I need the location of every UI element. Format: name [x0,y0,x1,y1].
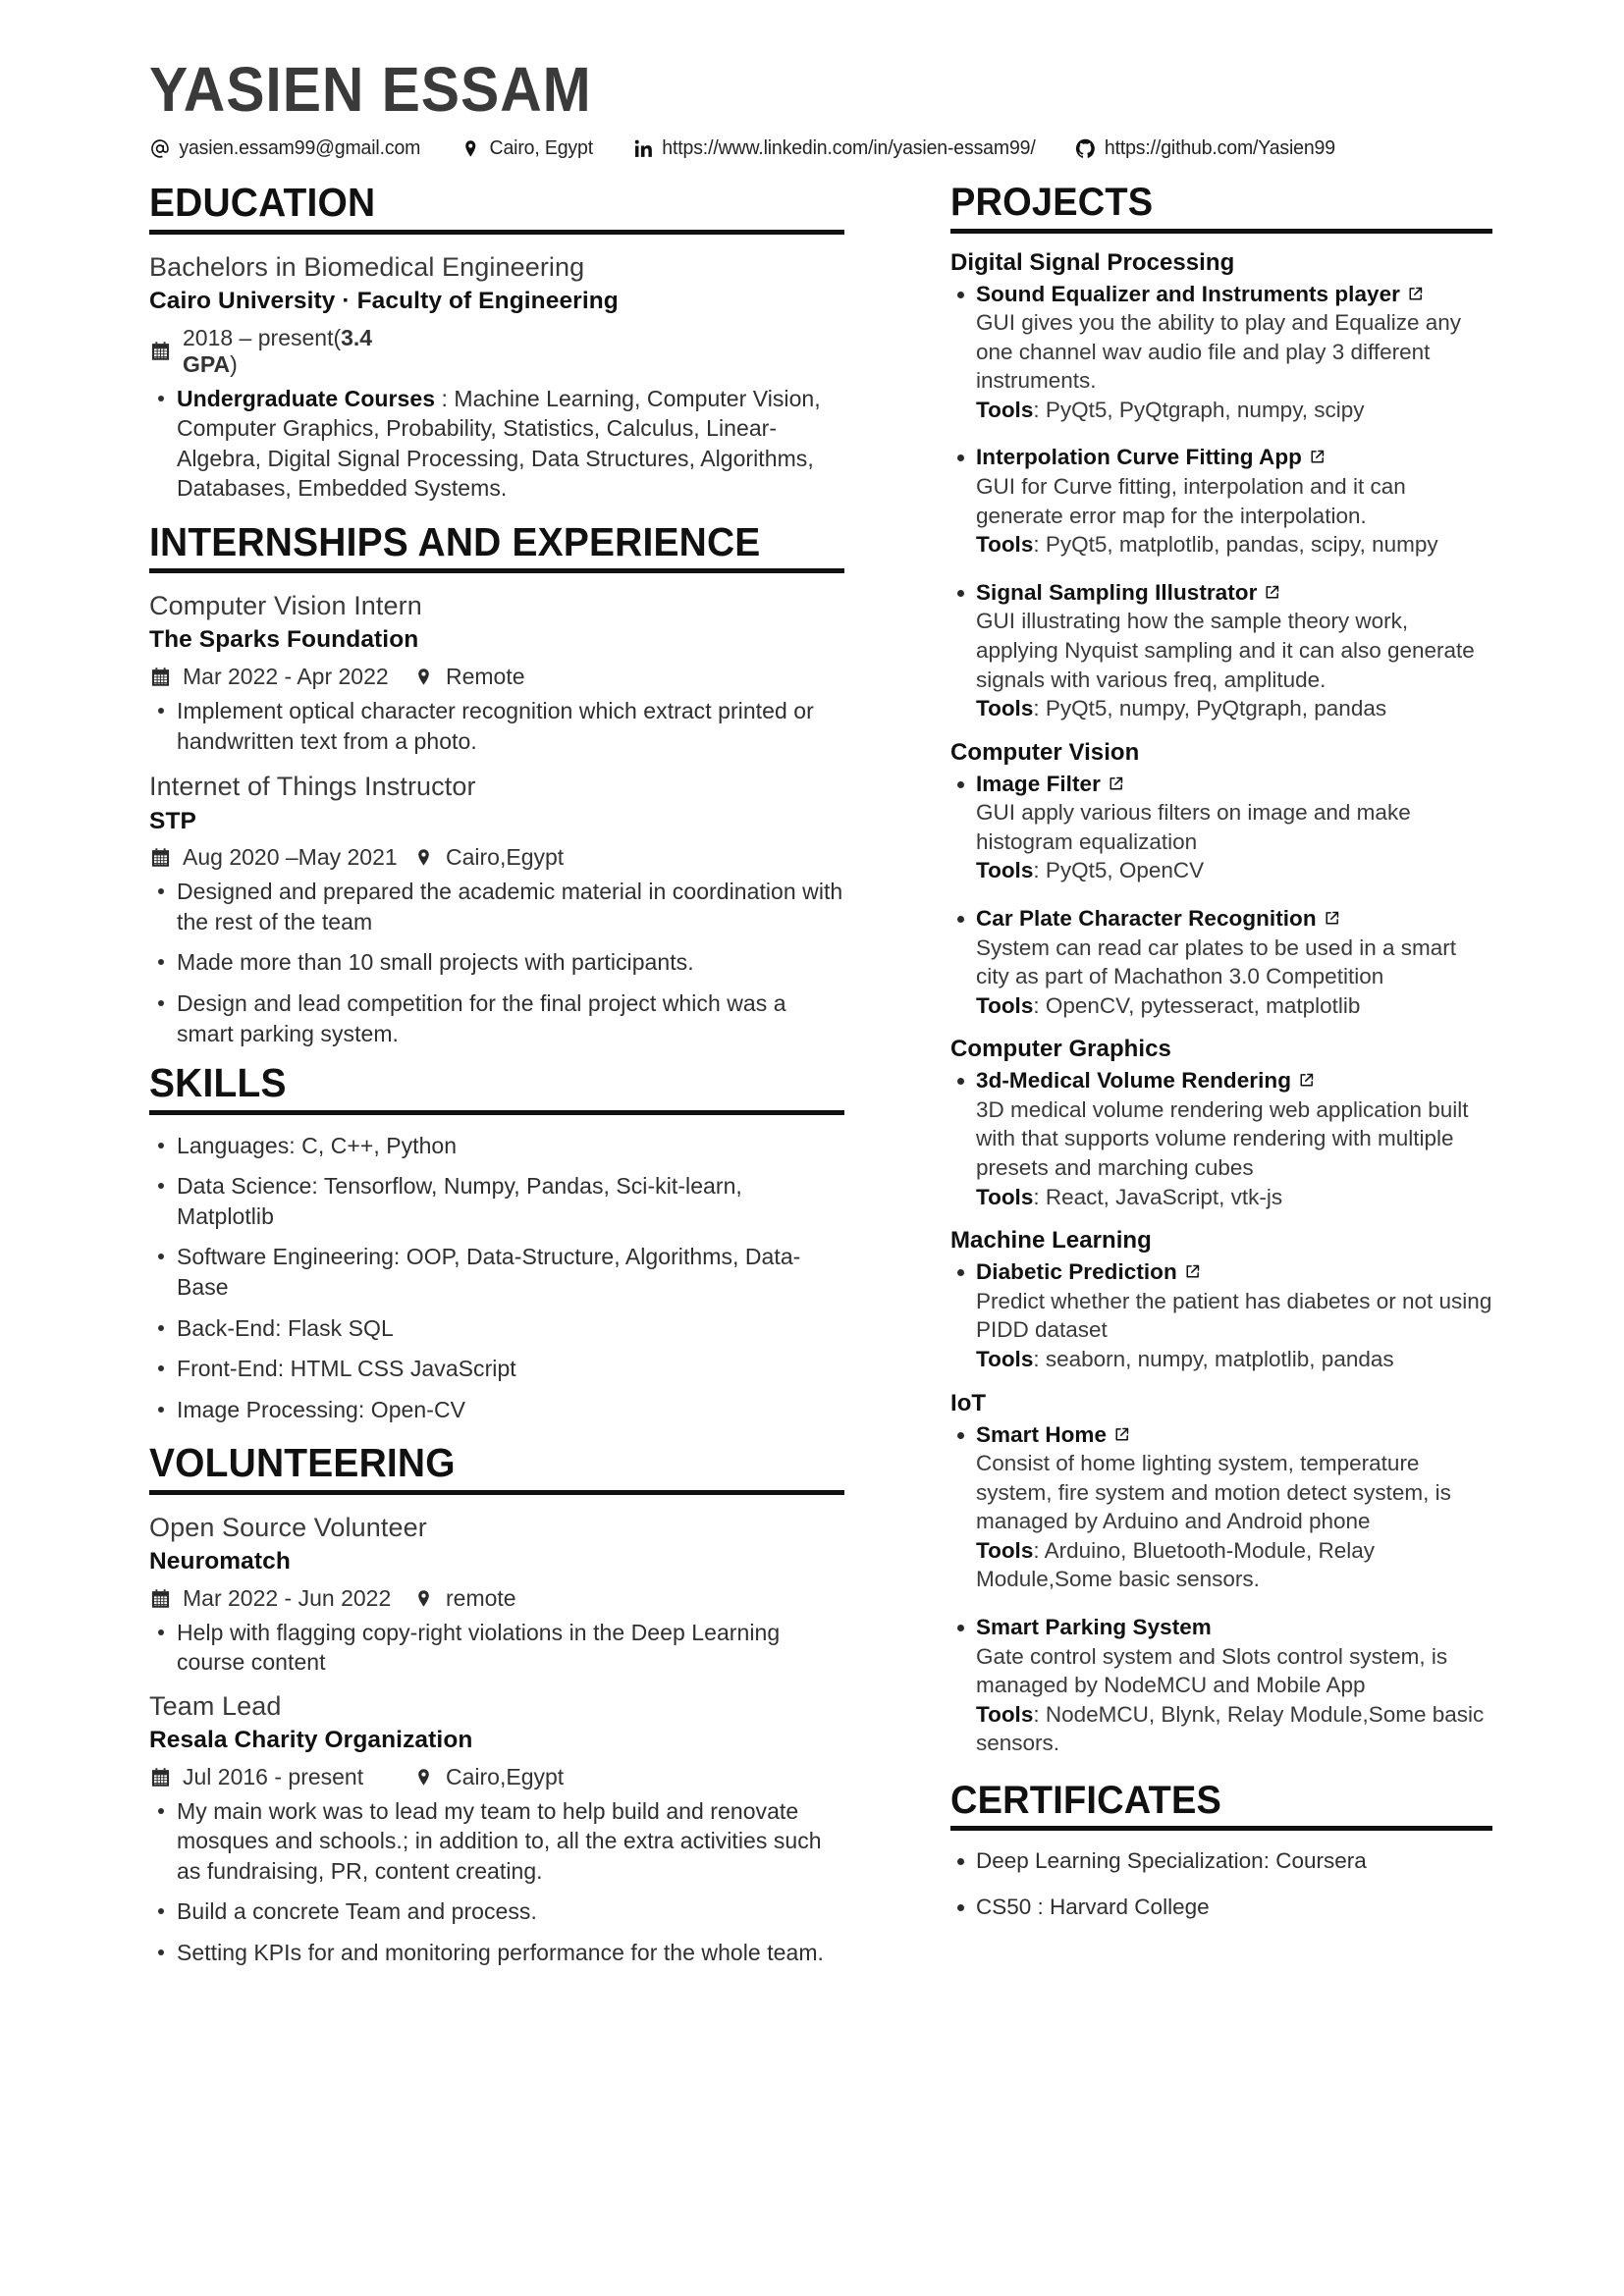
list-item: Design and lead competition for the final project which was a smart parking system. [149,988,844,1048]
section-title-skills: SKILLS [149,1060,287,1106]
project-list [950,280,1492,723]
experience-meta [149,844,844,871]
external-link-icon[interactable] [1324,910,1340,927]
volunteering-entry [149,1511,844,1678]
project-description: System can read car plates to be used in a smart city as part of Machathon 3.0 Competition [976,934,1456,989]
list-item: Front-End: HTML CSS JavaScript [149,1354,844,1384]
list-item: Designed and prepared the academic material in coordination with the rest of the team [149,877,844,936]
education-bullets [149,384,844,504]
education-date-text: 2018 – present(3.4 GPA) [183,324,373,377]
list-item: Languages: C, C++, Python [149,1131,844,1161]
volunteering-date [149,1585,412,1612]
linkedin-icon [632,137,654,160]
experience-location-text: Cairo,Egypt [446,844,565,871]
project-category: IoT [950,1389,987,1416]
project-list [950,1420,1492,1758]
section-rule [950,229,1492,234]
project-tools: Tools: PyQt5, OpenCV [976,858,1205,883]
education-entry [149,250,844,504]
project-category: Computer Vision [950,738,1140,766]
map-pin-icon [412,1766,434,1788]
project-item [950,770,1492,885]
map-pin-icon [412,667,434,688]
list-item: Back-End: Flask SQL [149,1313,844,1344]
experience-entry [149,770,844,1048]
section-skills [149,1062,844,1424]
candidate-name: YASIEN ESSAM [149,54,592,125]
section-internships [149,518,844,1048]
project-name[interactable]: Interpolation Curve Fitting App [976,445,1302,470]
project-item [950,1613,1492,1758]
contact-location [460,136,593,160]
section-education [149,182,844,504]
calendar-icon [149,1587,171,1609]
project-tools: Tools: seaborn, numpy, matplotlib, pandas [976,1346,1394,1371]
project-name[interactable]: Image Filter [976,771,1101,796]
volunteering-bullets [149,1618,844,1678]
project-tools: Tools: Arduino, Bluetooth-Module, Relay Module,Some basic sensors. [976,1537,1376,1592]
experience-title: Computer Vision Intern [149,591,422,621]
education-meta [149,325,844,378]
experience-date [149,844,412,871]
volunteering-date [149,1764,412,1790]
contact-linkedin[interactable] [632,136,1036,160]
experience-title: Internet of Things Instructor [149,772,476,802]
contact-location-text: Cairo, Egypt [489,136,593,160]
volunteering-date-text: Mar 2022 - Jun 2022 [183,1584,392,1611]
volunteering-meta [149,1764,844,1790]
list-item: Data Science: Tensorflow, Numpy, Pandas, Sci-kit-learn, Matplotlib [149,1171,844,1231]
project-name[interactable]: Diabetic Prediction [976,1259,1177,1285]
volunteering-entry [149,1689,844,1968]
project-tools: Tools: PyQt5, PyQtgraph, numpy, scipy [976,397,1365,422]
project-description: Consist of home lighting system, temperature system, fire system and motion detect system, is managed by Arduino and Android phone [976,1451,1451,1534]
volunteering-location-text: Cairo,Egypt [446,1763,565,1789]
resume-header [149,54,1487,160]
project-tools: Tools: React, JavaScript, vtk-js [976,1184,1283,1209]
external-link-icon[interactable] [1108,775,1124,792]
section-title-volunteering: VOLUNTEERING [149,1440,456,1486]
list-item: Made more than 10 small projects with participants. [149,947,844,978]
project-tools: Tools: NodeMCU, Blynk, Relay Module,Some basic sensors. [976,1701,1485,1756]
section-rule [149,230,844,235]
experience-date-text: Aug 2020 –May 2021 [183,844,398,871]
experience-location [412,844,564,871]
external-link-icon[interactable] [1113,1426,1130,1443]
volunteering-location [412,1585,516,1612]
github-icon [1074,137,1096,160]
project-category: Machine Learning [950,1227,1152,1255]
project-item [950,578,1492,723]
list-item: Image Processing: Open-CV [149,1395,844,1425]
calendar-icon [149,341,171,362]
experience-entry [149,589,844,756]
project-category: Computer Graphics [950,1036,1171,1063]
list-item: Help with flagging copy-right violations in the Deep Learning course content [149,1618,844,1678]
section-title-certificates: CERTIFICATES [950,1778,1222,1822]
courses-text: : Machine Learning, Computer Vision, Computer Graphics, Probability, Statistics, Calculus, Linear-Algebra, Digital Signal Processing, Data Structures, Algorithms, Databases, Embedded Systems. [177,385,821,502]
project-name: Smart Parking System [976,1614,1212,1639]
list-item: My main work was to lead my team to help build and renovate mosques and schools.; in addition to, all the extra activities such as fundraising, PR, content creating. [149,1796,844,1887]
volunteering-meta [149,1585,844,1612]
left-column [149,182,862,1987]
project-description: GUI apply various filters on image and make histogram equalization [976,800,1411,854]
project-item [950,443,1492,559]
experience-org: The Sparks Foundation [149,626,419,654]
certificates-list [950,1846,1492,1921]
project-list [950,1066,1492,1211]
project-name[interactable]: Smart Home [976,1421,1108,1447]
project-list [950,1257,1492,1373]
experience-location-text: Remote [446,664,525,690]
section-rule [950,1826,1492,1831]
project-name[interactable]: Sound Equalizer and Instruments player [976,281,1400,306]
experience-bullets [149,696,844,756]
external-link-icon[interactable] [1407,286,1424,302]
project-description: 3D medical volume rendering web application built with that supports volume rendering with multiple presets and marching cubes [976,1096,1469,1181]
project-item [950,280,1492,425]
section-rule [149,1110,844,1115]
list-item: Build a concrete Team and process. [149,1896,844,1927]
volunteering-org: Neuromatch [149,1547,291,1575]
project-tools: Tools: PyQt5, matplotlib, pandas, scipy, numpy [976,532,1438,558]
courses-label: Undergraduate Courses [177,385,436,411]
at-sign-icon [149,137,171,160]
list-item [149,384,844,504]
list-item: CS50 : Harvard College [950,1893,1492,1922]
contact-github-text: https://github.com/Yasien99 [1104,136,1335,160]
skills-list [149,1131,844,1425]
section-volunteering [149,1442,844,1967]
external-link-icon[interactable] [1264,584,1280,601]
contact-linkedin-text: https://www.linkedin.com/in/yasien-essam99/ [662,136,1036,160]
volunteering-location-text: remote [446,1584,516,1611]
section-rule [149,1490,844,1495]
map-pin-icon [412,847,434,869]
list-item: Implement optical character recognition which extract printed or handwritten text from a photo. [149,696,844,756]
project-item [950,1420,1492,1594]
list-item: Software Engineering: OOP, Data-Structure, Algorithms, Data-Base [149,1242,844,1302]
list-item: Setting KPIs for and monitoring performance for the whole team. [149,1938,844,1968]
contact-row [149,136,1420,160]
project-item [950,1066,1492,1211]
list-item: Deep Learning Specialization: Coursera [950,1846,1492,1876]
external-link-icon[interactable] [1184,1263,1201,1280]
project-name[interactable]: Car Plate Character Recognition [976,905,1317,931]
project-description: Predict whether the patient has diabetes or not using PIDD dataset [976,1288,1492,1343]
experience-bullets [149,877,844,1048]
education-date [149,325,412,378]
calendar-icon [149,847,171,869]
education-school: Cairo University · Faculty of Engineering [149,287,619,314]
volunteering-title: Team Lead [149,1690,282,1721]
resume-body [149,180,1492,1987]
project-tools: Tools: PyQt5, numpy, PyQtgraph, pandas [976,696,1387,721]
contact-email-text: yasien.essam99@gmail.com [179,136,421,160]
section-rule [149,568,844,573]
project-tools: Tools: OpenCV, pytesseract, matplotlib [976,992,1361,1018]
project-list [950,770,1492,1021]
experience-location [412,664,525,690]
volunteering-bullets [149,1796,844,1968]
volunteering-location [412,1764,564,1790]
project-item [950,1257,1492,1373]
project-name[interactable]: Signal Sampling Illustrator [976,579,1258,605]
experience-date [149,664,412,690]
project-description: Gate control system and Slots control system, is managed by NodeMCU and Mobile App [976,1643,1448,1698]
volunteering-date-text: Jul 2016 - present [183,1763,364,1789]
volunteering-org: Resala Charity Organization [149,1726,473,1753]
external-link-icon[interactable] [1309,449,1326,465]
project-description: GUI for Curve fitting, interpolation and it can generate error map for the interpolation. [976,474,1406,528]
project-description: GUI illustrating how the sample theory work, applying Nyquist sampling and it can also generate signals with various freq, amplitude. [976,609,1475,692]
project-category: Digital Signal Processing [950,248,1235,276]
section-title-projects: PROJECTS [950,181,1154,225]
map-pin-icon [460,137,481,160]
right-column [950,182,1492,1941]
section-title-education: EDUCATION [149,180,376,226]
section-certificates [950,1780,1492,1922]
project-item [950,904,1492,1020]
volunteering-title: Open Source Volunteer [149,1512,427,1542]
calendar-icon [149,667,171,688]
calendar-icon [149,1766,171,1788]
experience-org: STP [149,807,196,834]
external-link-icon[interactable] [1298,1072,1315,1089]
project-name[interactable]: 3d-Medical Volume Rendering [976,1068,1291,1094]
education-degree: Bachelors in Biomedical Engineering [149,251,585,282]
experience-date-text: Mar 2022 - Apr 2022 [183,664,389,690]
experience-meta [149,664,844,690]
contact-email[interactable] [149,136,420,160]
contact-github[interactable] [1074,136,1334,160]
section-projects [950,182,1492,1758]
section-title-internships: INTERNSHIPS AND EXPERIENCE [149,518,761,564]
project-description: GUI gives you the ability to play and Equalize any one channel wav audio file and play 3 different instruments. [976,310,1462,394]
map-pin-icon [412,1587,434,1609]
